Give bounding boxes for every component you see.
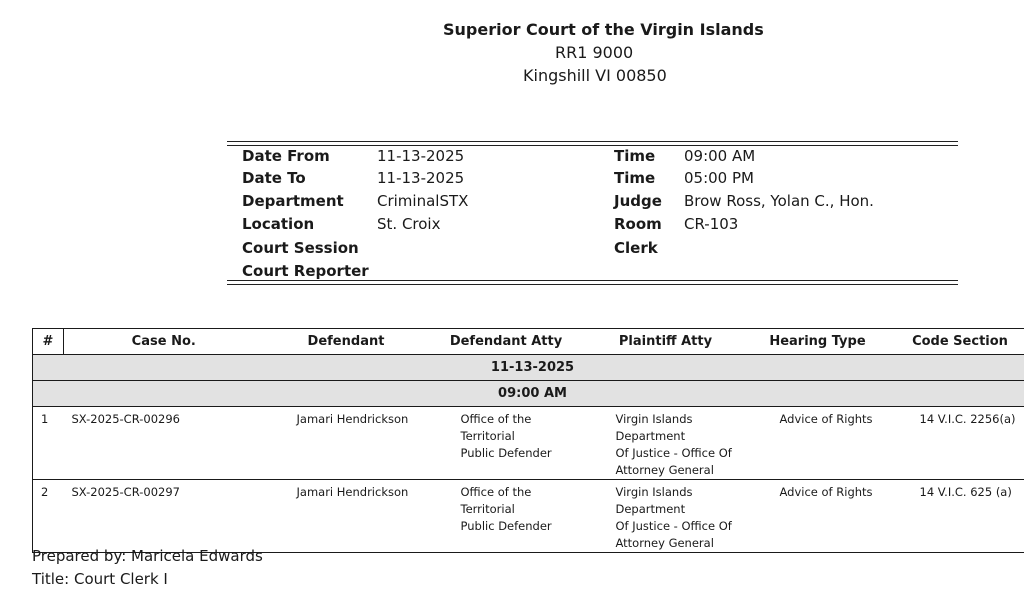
row-number: 2 xyxy=(33,480,64,553)
time-to-label: Time xyxy=(614,169,656,187)
top-rule xyxy=(227,145,958,146)
court-address-line2: Kingshill VI 00850 xyxy=(523,66,667,85)
bottom-rule xyxy=(227,284,958,285)
defendant-attorney-line: Public Defender xyxy=(460,446,552,460)
defendant-attorney xyxy=(429,480,584,553)
court-name: Superior Court of the Virgin Islands xyxy=(443,20,764,39)
defendant-name: Jamari Hendrickson xyxy=(264,407,429,480)
time-from-value: 09:00 AM xyxy=(684,147,756,165)
case-calendar-table xyxy=(32,328,1024,553)
defendant-attorney-line: Public Defender xyxy=(460,519,552,533)
clerk-label: Clerk xyxy=(614,239,658,257)
court-reporter-label: Court Reporter xyxy=(242,262,369,280)
document-footer xyxy=(32,545,263,591)
column-header-defendant: Defendant xyxy=(264,329,429,355)
column-header-plaintiff-atty: Plaintiff Atty xyxy=(584,329,748,355)
judge-value: Brow Ross, Yolan C., Hon. xyxy=(684,192,874,210)
date-group-label: 11-13-2025 xyxy=(33,355,1024,381)
time-from-label: Time xyxy=(614,147,656,165)
room-value: CR-103 xyxy=(684,215,739,233)
plaintiff-attorney-line: Of Justice - Office Of xyxy=(615,519,732,533)
preparer-title: Title: Court Clerk I xyxy=(32,570,168,588)
hearing-type: Advice of Rights xyxy=(748,480,888,553)
defendant-name: Jamari Hendrickson xyxy=(264,480,429,553)
court-session-label: Court Session xyxy=(242,239,359,257)
table-row xyxy=(33,480,1024,553)
court-address-line1: RR1 9000 xyxy=(555,43,634,62)
column-header-hearing-type: Hearing Type xyxy=(748,329,888,355)
defendant-attorney-line: Office of the Territorial xyxy=(460,485,532,516)
defendant-attorney xyxy=(429,407,584,480)
time-to-value: 05:00 PM xyxy=(684,169,754,187)
date-to-value: 11-13-2025 xyxy=(377,169,465,187)
location-value: St. Croix xyxy=(377,215,441,233)
row-number: 1 xyxy=(33,407,64,480)
plaintiff-attorney xyxy=(584,480,748,553)
code-section: 14 V.I.C. 625 (a) xyxy=(888,480,1024,553)
column-header-code-section: Code Section xyxy=(888,329,1024,355)
department-value: CriminalSTX xyxy=(377,192,469,210)
time-group-row xyxy=(33,381,1024,407)
defendant-attorney-line: Office of the Territorial xyxy=(460,412,532,443)
table-header-row xyxy=(33,329,1024,355)
judge-label: Judge xyxy=(614,192,662,210)
plaintiff-attorney-line: Virgin Islands Department xyxy=(615,412,693,443)
location-label: Location xyxy=(242,215,315,233)
date-from-label: Date From xyxy=(242,147,330,165)
date-from-value: 11-13-2025 xyxy=(377,147,465,165)
room-label: Room xyxy=(614,215,662,233)
plaintiff-attorney-line: Attorney General xyxy=(615,463,714,477)
plaintiff-attorney-line: Virgin Islands Department xyxy=(615,485,693,516)
department-label: Department xyxy=(242,192,344,210)
code-section: 14 V.I.C. 2256(a) xyxy=(888,407,1024,480)
plaintiff-attorney xyxy=(584,407,748,480)
column-header-case-no: Case No. xyxy=(64,329,264,355)
plaintiff-attorney-line: Of Justice - Office Of xyxy=(615,446,732,460)
case-number: SX-2025-CR-00297 xyxy=(64,480,264,553)
column-header-defendant-atty: Defendant Atty xyxy=(429,329,584,355)
date-group-row xyxy=(33,355,1024,381)
table-row xyxy=(33,407,1024,480)
column-header-number: # xyxy=(33,329,64,355)
date-to-label: Date To xyxy=(242,169,306,187)
bottom-rule xyxy=(227,280,958,281)
top-rule xyxy=(227,141,958,142)
time-group-label: 09:00 AM xyxy=(33,381,1024,407)
case-number: SX-2025-CR-00296 xyxy=(64,407,264,480)
calendar-info-block xyxy=(227,141,958,286)
plaintiff-attorney-line: Attorney General xyxy=(615,536,714,550)
hearing-type: Advice of Rights xyxy=(748,407,888,480)
prepared-by: Prepared by: Maricela Edwards xyxy=(32,547,263,565)
